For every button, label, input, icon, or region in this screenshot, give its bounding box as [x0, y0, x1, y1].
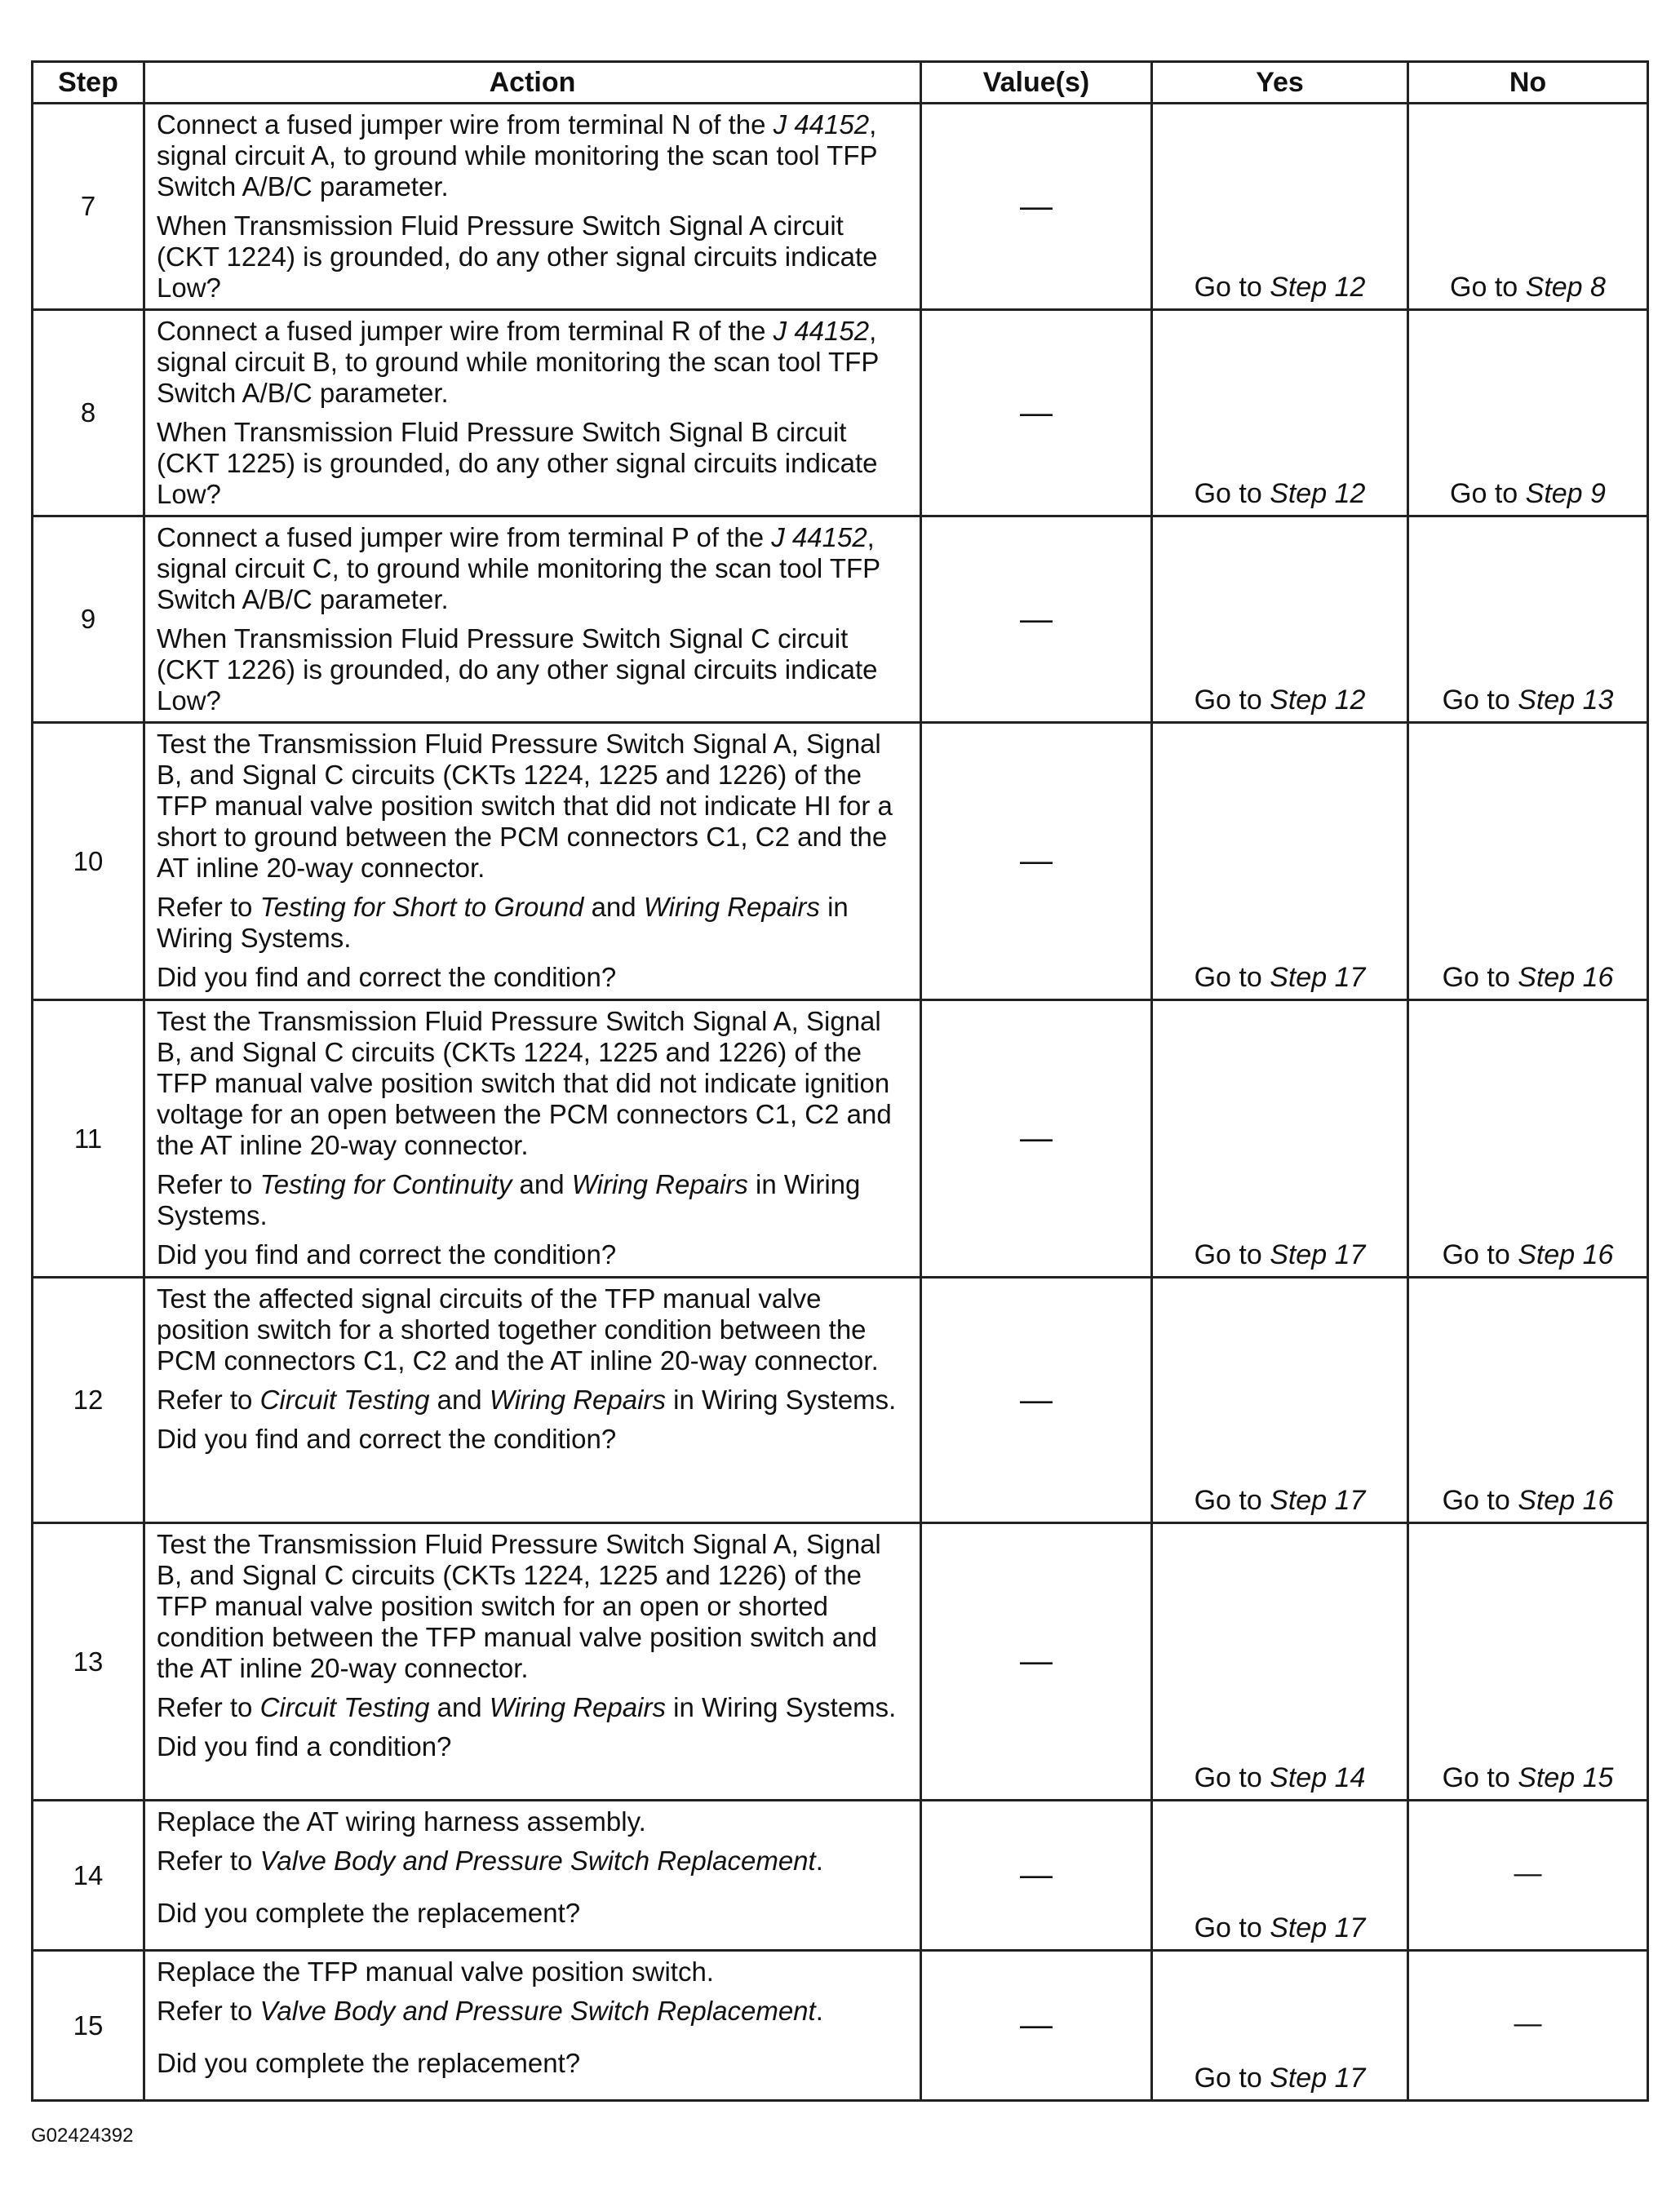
action-instruction: Connect a fused jumper wire from terminal R of the J 44152, signal circuit B, to ground while monitoring the scan tool TFP Switch A/B/C parameter.	[157, 316, 879, 408]
action-cell	[144, 310, 921, 516]
step-number: 9	[33, 516, 144, 723]
action-instruction: Test the Transmission Fluid Pressure Switch Signal A, Signal B, and Signal C circuits (CKTs 1224, 1225 and 1226) of the TFP manual valve position switch for an open or shorted condition between the TFP manual valve position switch and the AT inline 20-way connector.	[157, 1529, 881, 1683]
value-cell: —	[921, 516, 1152, 723]
action-reference: Refer to Valve Body and Pressure Switch Replacement.	[157, 1846, 823, 1876]
action-reference: Refer to Circuit Testing and Wiring Repairs in Wiring Systems.	[157, 1385, 897, 1415]
step-link[interactable]: Step 12	[1270, 272, 1366, 303]
table-row	[33, 104, 1648, 310]
step-link[interactable]: Step 16	[1518, 1485, 1614, 1516]
yes-cell: Go to Step 17	[1152, 1278, 1408, 1523]
step-link[interactable]: Step 16	[1518, 1239, 1614, 1270]
step-link[interactable]: Step 15	[1518, 1762, 1614, 1793]
tool-name: J 44152	[773, 109, 870, 140]
header-row	[33, 62, 1648, 104]
action-cell	[144, 723, 921, 1000]
step-link[interactable]: Step 9	[1525, 478, 1606, 509]
reference-link[interactable]: Valve Body and Pressure Switch Replacement	[259, 1846, 816, 1876]
header-yes: Yes	[1152, 62, 1408, 104]
yes-cell: Go to Step 17	[1152, 1951, 1408, 2101]
action-instruction: Replace the TFP manual valve position switch.	[157, 1956, 714, 1987]
reference-link[interactable]: Wiring Repairs	[643, 892, 820, 922]
reference-link[interactable]: Testing for Continuity	[259, 1169, 512, 1199]
action-question: Did you find a condition?	[157, 1731, 452, 1762]
reference-link[interactable]: Wiring Repairs	[489, 1692, 666, 1722]
action-cell	[144, 1278, 921, 1523]
action-cell	[144, 1951, 921, 2101]
action-cell	[144, 1801, 921, 1951]
step-link[interactable]: Step 14	[1270, 1762, 1366, 1793]
value-cell: —	[921, 310, 1152, 516]
step-number: 7	[33, 104, 144, 310]
no-cell: Go to Step 13	[1408, 516, 1648, 723]
no-cell: Go to Step 9	[1408, 310, 1648, 516]
table-row	[33, 1000, 1648, 1278]
step-link[interactable]: Step 17	[1270, 1912, 1366, 1943]
tool-name: J 44152	[773, 316, 870, 346]
action-instruction: Test the Transmission Fluid Pressure Switch Signal A, Signal B, and Signal C circuits (CKTs 1224, 1225 and 1226) of the TFP manual valve position switch that did not indicate ignition voltage for an open between the PCM connectors C1, C2 and the AT inline 20-way connector.	[157, 1006, 892, 1160]
header-step: Step	[33, 62, 144, 104]
reference-link[interactable]: Testing for Short to Ground	[259, 892, 584, 922]
value-cell: —	[921, 1000, 1152, 1278]
action-question: When Transmission Fluid Pressure Switch Signal A circuit (CKT 1224) is grounded, do any other signal circuits indicate Low?	[157, 210, 878, 303]
no-cell: Go to Step 16	[1408, 1000, 1648, 1278]
value-cell: —	[921, 104, 1152, 310]
action-question: Did you find and correct the condition?	[157, 1424, 617, 1454]
action-cell	[144, 1000, 921, 1278]
action-question: When Transmission Fluid Pressure Switch Signal B circuit (CKT 1225) is grounded, do any other signal circuits indicate Low?	[157, 417, 878, 509]
table-row	[33, 1278, 1648, 1523]
action-instruction: Connect a fused jumper wire from terminal P of the J 44152, signal circuit C, to ground while monitoring the scan tool TFP Switch A/B/C parameter.	[157, 522, 880, 614]
header-no: No	[1408, 62, 1648, 104]
value-cell: —	[921, 1278, 1152, 1523]
no-cell: Go to Step 8	[1408, 104, 1648, 310]
tool-name: J 44152	[771, 522, 867, 552]
value-cell: —	[921, 1951, 1152, 2101]
table-row	[33, 1801, 1648, 1951]
step-number: 14	[33, 1801, 144, 1951]
table-row	[33, 723, 1648, 1000]
table-row	[33, 1951, 1648, 2101]
action-reference: Refer to Circuit Testing and Wiring Repairs in Wiring Systems.	[157, 1692, 897, 1722]
diagnostic-table	[31, 60, 1649, 2102]
no-cell: Go to Step 16	[1408, 723, 1648, 1000]
step-link[interactable]: Step 12	[1270, 685, 1366, 716]
reference-link[interactable]: Wiring Repairs	[571, 1169, 748, 1199]
header-action: Action	[144, 62, 921, 104]
step-link[interactable]: Step 17	[1270, 1239, 1366, 1270]
yes-cell: Go to Step 12	[1152, 310, 1408, 516]
yes-cell: Go to Step 12	[1152, 516, 1408, 723]
action-question: Did you find and correct the condition?	[157, 1239, 617, 1270]
yes-cell: Go to Step 17	[1152, 1801, 1408, 1951]
action-instruction: Test the Transmission Fluid Pressure Switch Signal A, Signal B, and Signal C circuits (CKTs 1224, 1225 and 1226) of the TFP manual valve position switch that did not indicate HI for a short to ground between the PCM connectors C1, C2 and the AT inline 20-way connector.	[157, 729, 893, 883]
value-cell: —	[921, 723, 1152, 1000]
step-number: 15	[33, 1951, 144, 2101]
step-link[interactable]: Step 17	[1270, 1485, 1366, 1516]
action-cell	[144, 516, 921, 723]
step-number: 11	[33, 1000, 144, 1278]
step-link[interactable]: Step 13	[1518, 685, 1614, 716]
action-reference: Refer to Testing for Continuity and Wiring Repairs in Wiring Systems.	[157, 1169, 861, 1230]
step-link[interactable]: Step 8	[1525, 272, 1606, 303]
no-cell: —	[1408, 1801, 1648, 1951]
action-question: Did you complete the replacement?	[157, 1898, 581, 1928]
value-cell: —	[921, 1801, 1152, 1951]
step-link[interactable]: Step 17	[1270, 962, 1366, 993]
step-link[interactable]: Step 12	[1270, 478, 1366, 509]
yes-cell: Go to Step 12	[1152, 104, 1408, 310]
no-cell: Go to Step 15	[1408, 1523, 1648, 1801]
no-cell: —	[1408, 1951, 1648, 2101]
reference-link[interactable]: Circuit Testing	[259, 1692, 430, 1722]
action-reference: Refer to Valve Body and Pressure Switch Replacement.	[157, 1996, 823, 2026]
step-number: 12	[33, 1278, 144, 1523]
step-link[interactable]: Step 17	[1270, 2063, 1366, 2094]
step-link[interactable]: Step 16	[1518, 962, 1614, 993]
table-row	[33, 1523, 1648, 1801]
action-instruction: Replace the AT wiring harness assembly.	[157, 1806, 646, 1837]
action-instruction: Connect a fused jumper wire from terminal N of the J 44152, signal circuit A, to ground while monitoring the scan tool TFP Switch A/B/C parameter.	[157, 109, 877, 202]
reference-link[interactable]: Valve Body and Pressure Switch Replacement	[259, 1996, 816, 2026]
reference-link[interactable]: Wiring Repairs	[489, 1385, 666, 1415]
table-row	[33, 310, 1648, 516]
action-cell	[144, 1523, 921, 1801]
action-instruction: Test the affected signal circuits of the TFP manual valve position switch for a shorted together condition between the PCM connectors C1, C2 and the AT inline 20-way connector.	[157, 1283, 879, 1376]
value-cell: —	[921, 1523, 1152, 1801]
step-number: 10	[33, 723, 144, 1000]
document-id: G02424392	[31, 2125, 134, 2147]
action-question: Did you find and correct the condition?	[157, 962, 617, 992]
action-reference: Refer to Testing for Short to Ground and Wiring Repairs in Wiring Systems.	[157, 892, 849, 953]
yes-cell: Go to Step 17	[1152, 1000, 1408, 1278]
no-cell: Go to Step 16	[1408, 1278, 1648, 1523]
step-number: 8	[33, 310, 144, 516]
action-cell	[144, 104, 921, 310]
reference-link[interactable]: Circuit Testing	[259, 1385, 430, 1415]
table-row	[33, 516, 1648, 723]
header-values: Value(s)	[921, 62, 1152, 104]
action-question: Did you complete the replacement?	[157, 2048, 581, 2078]
action-question: When Transmission Fluid Pressure Switch Signal C circuit (CKT 1226) is grounded, do any other signal circuits indicate Low?	[157, 623, 878, 716]
yes-cell: Go to Step 17	[1152, 723, 1408, 1000]
step-number: 13	[33, 1523, 144, 1801]
yes-cell: Go to Step 14	[1152, 1523, 1408, 1801]
